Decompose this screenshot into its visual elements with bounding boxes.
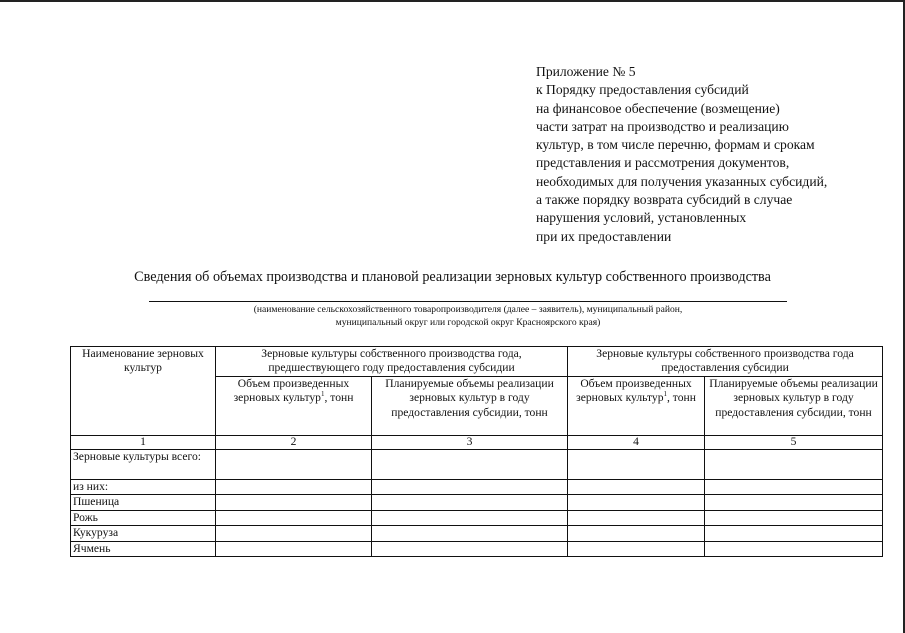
header-unit: , тонн <box>324 391 354 405</box>
table-row <box>71 526 883 541</box>
footnote-marker: 1 <box>320 390 325 399</box>
data-cell[interactable] <box>372 541 568 556</box>
data-cell[interactable] <box>216 495 372 510</box>
appendix-line: части затрат на производство и реализацию <box>536 118 789 134</box>
data-cell[interactable] <box>216 510 372 525</box>
applicant-name-line <box>149 301 787 302</box>
header-planned-sales-curr: Планируемые объемы реализации зерновых культур в году предоставления субсидии, тонн <box>705 377 883 436</box>
data-cell[interactable] <box>705 541 883 556</box>
page-edge-top <box>0 0 905 2</box>
table-header-row <box>71 347 883 377</box>
appendix-line: Приложение № 5 <box>536 64 636 79</box>
row-label: Пшеница <box>71 495 216 510</box>
appendix-line: на финансовое обеспечение (возмещение) <box>536 100 780 116</box>
header-produced-volume-curr <box>568 377 705 436</box>
document-title: Сведения об объемах производства и плановой реализации зерновых культур собственного производства <box>134 269 771 285</box>
data-cell[interactable] <box>216 450 372 480</box>
appendix-line: при их предоставлении <box>536 228 672 244</box>
applicant-caption-line: муниципальный округ или городской округ Красноярского края) <box>335 316 601 328</box>
table-row <box>71 510 883 525</box>
header-unit: , тонн <box>667 391 696 405</box>
column-number: 5 <box>705 436 883 450</box>
header-produced-volume-prev <box>216 377 372 436</box>
applicant-caption <box>150 304 786 329</box>
data-cell[interactable] <box>705 510 883 525</box>
data-cell[interactable] <box>372 450 568 480</box>
data-cell[interactable] <box>705 450 883 480</box>
column-number-row <box>71 436 883 450</box>
header-crop-name: Наименование зерновых культур <box>71 347 216 436</box>
footnote-marker: 1 <box>663 390 667 399</box>
grain-volumes-table <box>70 346 883 557</box>
table-row <box>71 450 883 480</box>
appendix-line: а также порядку возврата субсидий в случае <box>536 192 793 208</box>
column-number: 2 <box>216 436 372 450</box>
data-cell[interactable] <box>372 510 568 525</box>
header-group-current-year: Зерновые культуры собственного производства года предоставления субсидии <box>568 347 883 377</box>
data-cell[interactable] <box>216 480 372 495</box>
row-label: Рожь <box>71 510 216 525</box>
appendix-line: необходимых для получения указанных субсидий, <box>536 173 828 189</box>
row-label: Ячмень <box>71 541 216 556</box>
data-cell[interactable] <box>568 495 705 510</box>
row-label: Кукуруза <box>71 526 216 541</box>
data-cell[interactable] <box>216 541 372 556</box>
data-cell[interactable] <box>372 495 568 510</box>
header-group-previous-year: Зерновые культуры собственного производства года, предшествующего году предоставления субсидии <box>216 347 568 377</box>
appendix-line: нарушения условий, установленных <box>536 210 747 226</box>
column-number: 4 <box>568 436 705 450</box>
table-row <box>71 480 883 495</box>
header-planned-sales-prev: Планируемые объемы реализации зерновых культур в году предоставления субсидии, тонн <box>372 377 568 436</box>
data-cell[interactable] <box>372 480 568 495</box>
table-row <box>71 495 883 510</box>
row-label: из них: <box>71 480 216 495</box>
header-text: Объем произведенных зерновых культур <box>576 377 692 405</box>
row-label: Зерновые культуры всего: <box>71 450 216 480</box>
table-row <box>71 541 883 556</box>
data-cell[interactable] <box>568 480 705 495</box>
appendix-line: культур, в том числе перечню, формам и срокам <box>536 137 815 153</box>
data-cell[interactable] <box>705 480 883 495</box>
data-cell[interactable] <box>568 510 705 525</box>
data-cell[interactable] <box>372 526 568 541</box>
data-cell[interactable] <box>216 526 372 541</box>
appendix-line: представления и рассмотрения документов, <box>536 155 790 171</box>
column-number: 1 <box>71 436 216 450</box>
data-cell[interactable] <box>568 541 705 556</box>
data-cell[interactable] <box>568 526 705 541</box>
data-cell[interactable] <box>568 450 705 480</box>
column-number: 3 <box>372 436 568 450</box>
data-cell[interactable] <box>705 495 883 510</box>
header-text: Объем произведенных зерновых культур <box>233 377 350 405</box>
data-cell[interactable] <box>705 526 883 541</box>
appendix-line: к Порядку предоставления субсидий <box>536 82 749 98</box>
applicant-caption-line: (наименование сельскохозяйственного товаропроизводителя (далее – заявитель), муниципальный район, <box>253 304 683 315</box>
appendix-header <box>536 63 876 246</box>
